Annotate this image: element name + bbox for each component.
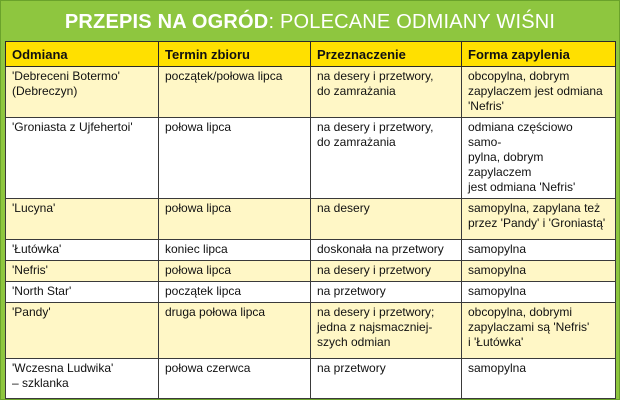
harvest-cell: początek/połowa lipca — [159, 67, 311, 118]
banner-title-rest: : POLECANE ODMIANY WIŚNI — [268, 10, 556, 33]
purpose-cell: na przetwory — [311, 282, 462, 303]
column-header-harvest-time: Termin zbioru — [159, 42, 311, 67]
purpose-cell: na desery i przetwory; jedna z najsmaczniej- szych odmian — [311, 303, 462, 359]
pollination-cell: obcopylna, dobrymi zapylaczami są 'Nefris' i 'Łutówka' — [462, 303, 616, 359]
purpose-cell: doskonała na przetwory — [311, 240, 462, 261]
variety-cell: 'Groniasta z Ujfehertoi' — [6, 118, 159, 199]
purpose-cell: na desery i przetwory, do zamrażania — [311, 67, 462, 118]
harvest-cell: początek lipca — [159, 282, 311, 303]
purpose-cell: na desery i przetwory — [311, 261, 462, 282]
variety-cell: 'Debreceni Botermo' (Debreczyn) — [6, 67, 159, 118]
variety-cell: 'Łutówka' — [6, 240, 159, 261]
table-row — [6, 303, 616, 359]
variety-cell: 'North Star' — [6, 282, 159, 303]
table-row — [6, 67, 616, 118]
purpose-cell: na przetwory — [311, 359, 462, 399]
pollination-cell: samopylna — [462, 359, 616, 399]
purpose-cell: na desery i przetwory, do zamrażania — [311, 118, 462, 199]
table-row — [6, 199, 616, 240]
pollination-cell: obcopylna, dobrym zapylaczem jest odmiana 'Nefris' — [462, 67, 616, 118]
table-row — [6, 118, 616, 199]
banner-title — [5, 5, 615, 39]
pollination-cell: samopylna — [462, 240, 616, 261]
banner-title-bold: PRZEPIS NA OGRÓD — [64, 10, 269, 33]
column-header-variety: Odmiana — [6, 42, 159, 67]
variety-cell: 'Wczesna Ludwika' – szklanka — [6, 359, 159, 399]
variety-cell: 'Nefris' — [6, 261, 159, 282]
table-row — [6, 282, 616, 303]
column-header-purpose: Przeznaczenie — [311, 42, 462, 67]
pollination-cell: samopylna — [462, 282, 616, 303]
pollination-cell: odmiana częściowo samo- pylna, dobrym zapylaczem jest odmiana 'Nefris' — [462, 118, 616, 199]
table-row — [6, 240, 616, 261]
table-row — [6, 359, 616, 399]
harvest-cell: połowa lipca — [159, 199, 311, 240]
purpose-cell: na desery — [311, 199, 462, 240]
harvest-cell: połowa lipca — [159, 261, 311, 282]
cherry-varieties-table — [5, 41, 616, 399]
column-header-pollination: Forma zapylenia — [462, 42, 616, 67]
variety-cell: 'Pandy' — [6, 303, 159, 359]
table-row — [6, 261, 616, 282]
harvest-cell: połowa czerwca — [159, 359, 311, 399]
pollination-cell: samopylna — [462, 261, 616, 282]
table-header-row — [6, 42, 616, 67]
pollination-cell: samopylna, zapylana też przez 'Pandy' i 'Groniastą' — [462, 199, 616, 240]
variety-cell: 'Lucyna' — [6, 199, 159, 240]
harvest-cell: druga połowa lipca — [159, 303, 311, 359]
harvest-cell: połowa lipca — [159, 118, 311, 199]
harvest-cell: koniec lipca — [159, 240, 311, 261]
